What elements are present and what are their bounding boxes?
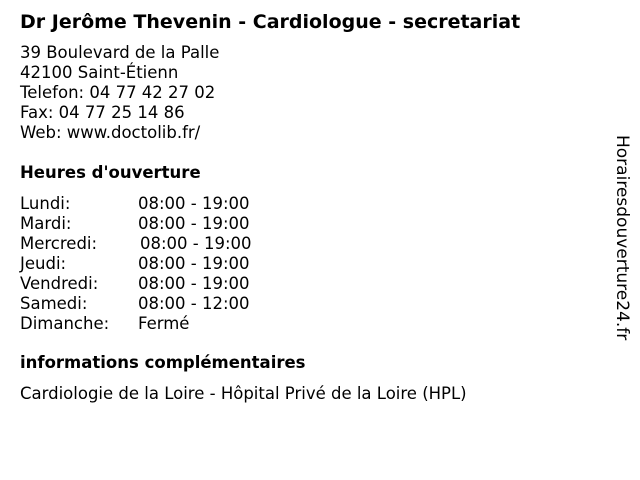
time-range: 08:00 - 19:00 [138,214,250,233]
city: 42100 Saint-Étienn [20,63,179,82]
additional-info-text: Cardiologie de la Loire - Hôpital Privé de la Loire (HPL) [20,384,467,403]
day-label: Samedi: [20,294,88,313]
time-range: 08:00 - 19:00 [138,194,250,213]
day-label: Vendredi: [20,274,99,293]
time-range: 08:00 - 12:00 [138,294,250,313]
address-block [20,43,219,143]
time-range: 08:00 - 19:00 [140,234,252,253]
time-range: 08:00 - 19:00 [138,254,250,273]
day-label: Lundi: [20,194,71,213]
opening-hours-heading: Heures d'ouverture [20,163,201,182]
website: Web: www.doctolib.fr/ [20,123,201,142]
additional-info-heading: informations complémentaires [20,353,306,372]
page-title: Dr Jerôme Thevenin - Cardiologue - secretariat [20,11,521,33]
day-label: Mercredi: [20,234,98,253]
time-range: Fermé [138,314,190,333]
street-address: 39 Boulevard de la Palle [20,43,220,62]
day-label: Dimanche: [20,314,110,333]
phone-number: Telefon: 04 77 42 27 02 [20,83,216,102]
fax-number: Fax: 04 77 25 14 86 [20,103,185,122]
day-label: Jeudi: [20,254,67,273]
site-watermark: Horairesdouverture24.fr [612,135,632,341]
day-label: Mardi: [20,214,72,233]
time-range: 08:00 - 19:00 [138,274,250,293]
